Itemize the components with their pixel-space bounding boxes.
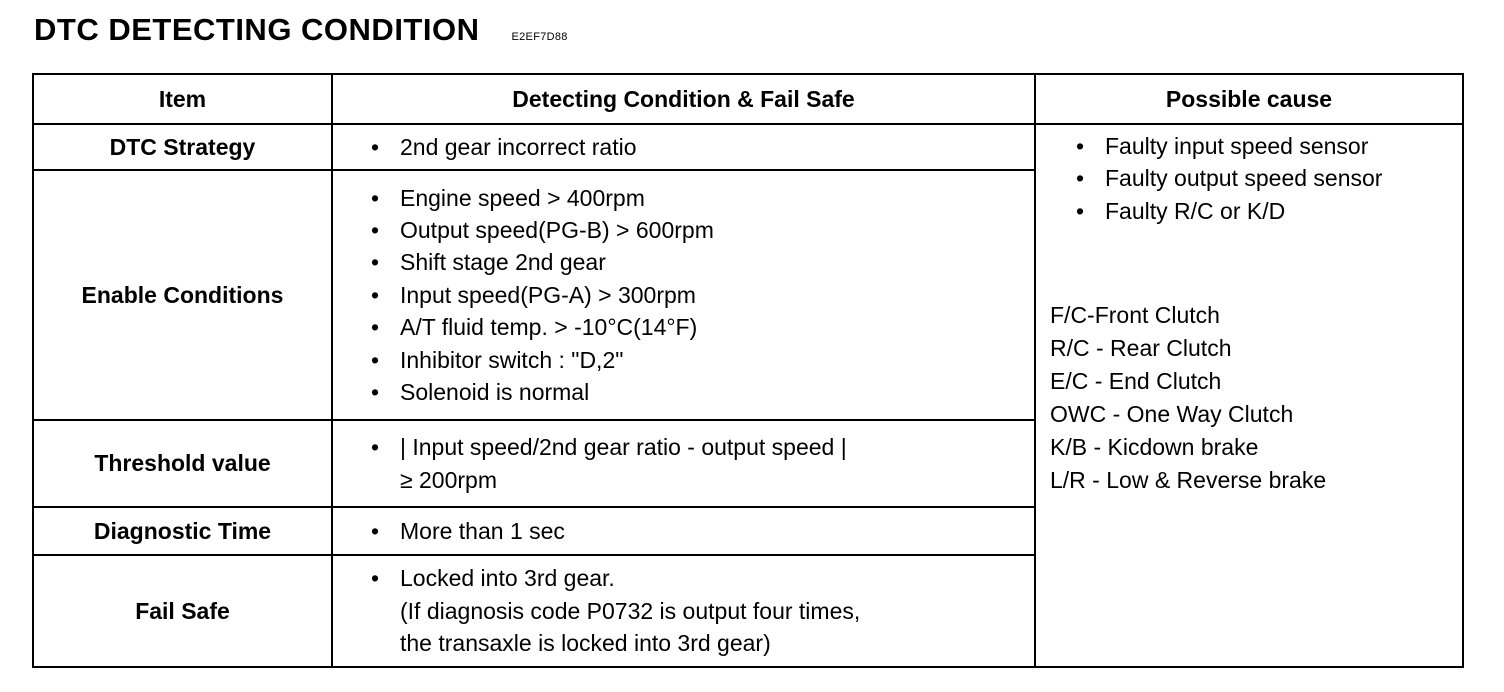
abbreviation-item: R/C - Rear Clutch — [1050, 335, 1232, 362]
condition-cell — [332, 170, 1035, 420]
possible-cause-cell — [1035, 124, 1463, 667]
row-label-dtc-strategy: DTC Strategy — [33, 124, 332, 170]
page-title: DTC DETECTING CONDITION — [34, 12, 480, 47]
condition-line: the transaxle is locked into 3rd gear) — [400, 630, 771, 657]
condition-line: • | Input speed/2nd gear ratio - output speed | — [400, 434, 847, 461]
column-header-cause: Possible cause — [1035, 74, 1463, 124]
condition-item: • Inhibitor switch : "D,2" — [371, 344, 1034, 376]
table-row — [33, 124, 1463, 170]
condition-item: • Shift stage 2nd gear — [371, 246, 1034, 278]
cause-item: • Faulty output speed sensor — [1076, 162, 1462, 194]
condition-line: ≥ 200rpm — [400, 466, 497, 493]
abbreviation-item: E/C - End Clutch — [1050, 368, 1222, 395]
condition-cell — [332, 507, 1035, 555]
condition-item: • More than 1 sec — [371, 515, 1034, 547]
condition-cell — [332, 420, 1035, 507]
cause-item: • Faulty R/C or K/D — [1076, 195, 1462, 227]
condition-item — [371, 562, 1034, 659]
condition-item: • 2nd gear incorrect ratio — [371, 131, 1034, 163]
abbreviation-item: F/C-Front Clutch — [1050, 302, 1220, 329]
condition-item: • Engine speed > 400rpm — [371, 182, 1034, 214]
abbreviation-list — [1050, 299, 1462, 497]
row-label-threshold-value: Threshold value — [33, 420, 332, 507]
table-header-row — [33, 74, 1463, 124]
possible-cause-list — [1076, 130, 1462, 227]
page-header — [34, 12, 568, 52]
condition-item: • Input speed(PG-A) > 300rpm — [371, 279, 1034, 311]
condition-item: • Output speed(PG-B) > 600rpm — [371, 214, 1034, 246]
column-header-item: Item — [33, 74, 332, 124]
row-label-diagnostic-time: Diagnostic Time — [33, 507, 332, 555]
condition-item: • Solenoid is normal — [371, 376, 1034, 408]
document-code: E2EF7D88 — [511, 31, 568, 43]
row-label-enable-conditions: Enable Conditions — [33, 170, 332, 420]
condition-cell — [332, 124, 1035, 170]
abbreviation-item: OWC - One Way Clutch — [1050, 401, 1294, 428]
dtc-table — [32, 73, 1464, 668]
column-header-condition: Detecting Condition & Fail Safe — [332, 74, 1035, 124]
condition-line: (If diagnosis code P0732 is output four times, — [400, 597, 861, 624]
condition-cell — [332, 555, 1035, 667]
row-label-fail-safe: Fail Safe — [33, 555, 332, 667]
cause-item: • Faulty input speed sensor — [1076, 130, 1462, 162]
abbreviation-item: K/B - Kicdown brake — [1050, 434, 1259, 461]
condition-item: • A/T fluid temp. > -10°C(14°F) — [371, 311, 1034, 343]
abbreviation-item: L/R - Low & Reverse brake — [1050, 467, 1327, 494]
condition-item — [371, 431, 1034, 496]
condition-line: • Locked into 3rd gear. — [400, 565, 615, 592]
